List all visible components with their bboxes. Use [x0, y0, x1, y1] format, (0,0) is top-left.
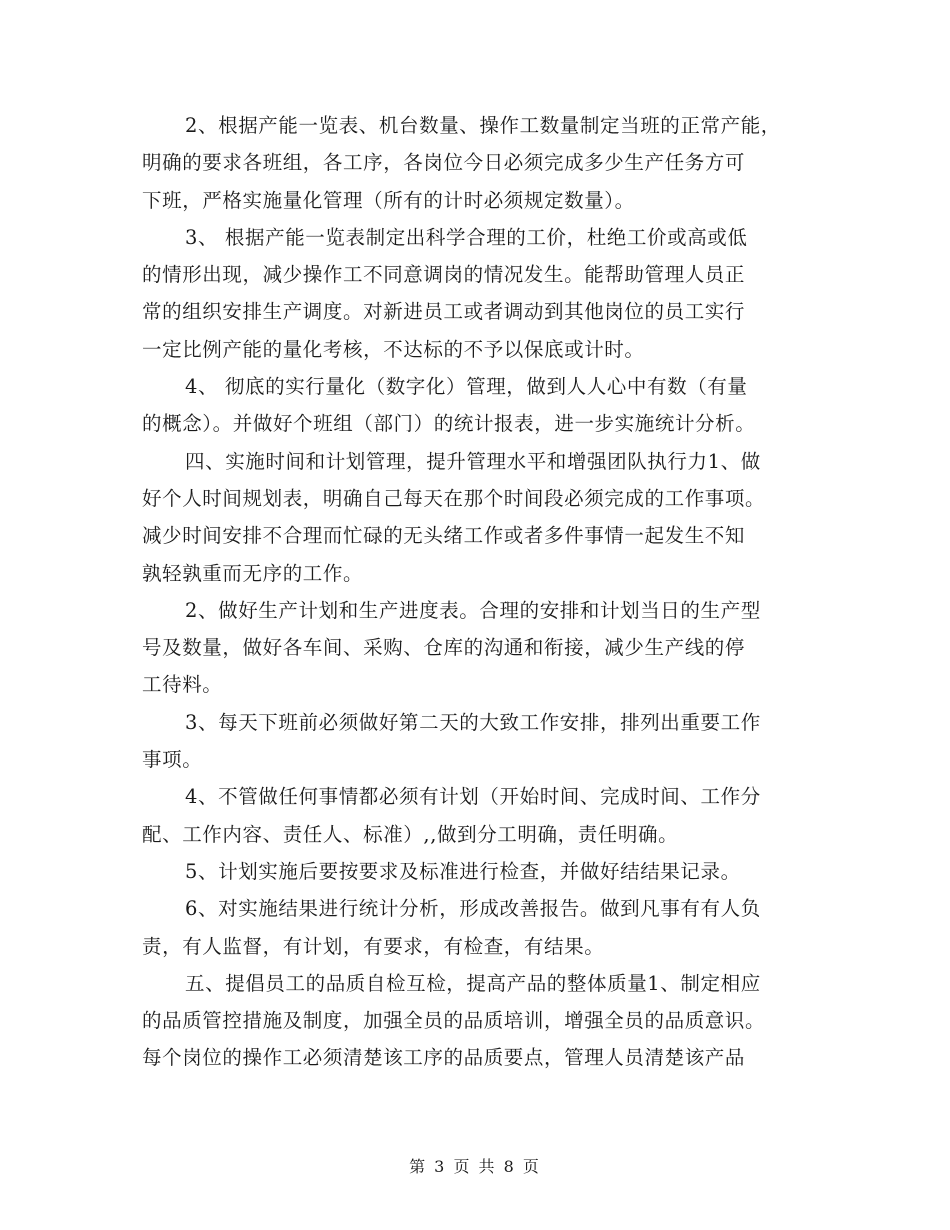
text-line: 2、做好生产计划和生产进度表。合理的安排和计划当日的生产型 — [185, 598, 761, 622]
text-line: 3、每天下班前必须做好第二天的大致工作安排，排列出重要工作 — [185, 710, 761, 734]
text-line: 明确的要求各班组，各工序，各岗位今日必须完成多少生产任务方可 — [142, 151, 746, 175]
text-line: 四、实施时间和计划管理，提升管理水平和增强团队执行力1、做 — [185, 449, 761, 473]
text-line: 的情形出现，减少操作工不同意调岗的情况发生。能帮助管理人员正 — [142, 263, 746, 287]
text-line: 常的组织安排生产调度。对新进员工或者调动到其他岗位的员工实行 — [142, 300, 746, 324]
text-line: 每个岗位的操作工必须清楚该工序的品质要点，管理人员清楚该产品 — [142, 1046, 746, 1070]
text-line: 的品质管控措施及制度，加强全员的品质培训，增强全员的品质意识。 — [142, 1009, 766, 1033]
text-line: 好个人时间规划表，明确自己每天在那个时间段必须完成的工作事项。 — [142, 486, 766, 510]
text-line: 的概念）。并做好个班组（部门）的统计报表，进一步实施统计分析。 — [142, 412, 756, 436]
text-line: 号及数量，做好各车间、采购、仓库的沟通和衔接，减少生产线的停 — [142, 636, 746, 660]
text-line: 工待料。 — [142, 673, 223, 697]
text-line: 4、 彻底的实行量化（数字化）管理，做到人人心中有数（有量 — [185, 375, 748, 399]
text-line: 一定比例产能的量化考核，不达标的不予以保底或计时。 — [142, 337, 645, 361]
text-line: 孰轻孰重而无序的工作。 — [142, 561, 364, 585]
text-line: 下班，严格实施量化管理（所有的计时必须规定数量）。 — [142, 188, 635, 212]
text-line: 5、计划实施后要按要求及标准进行检查，并做好结结果记录。 — [185, 859, 741, 883]
page-number-footer: 第 3 页 共 8 页 — [409, 1157, 541, 1176]
text-line: 6、对实施结果进行统计分析，形成改善报告。做到凡事有有人负 — [185, 897, 761, 921]
text-line: 2、根据产能一览表、机台数量、操作工数量制定当班的正常产能， — [185, 114, 781, 137]
text-line: 五、提倡员工的品质自检互检，提高产品的整体质量1、制定相应 — [185, 971, 761, 995]
text-line: 4、不管做任何事情都必须有计划（开始时间、完成时间、工作分 — [185, 785, 761, 809]
document-body — [142, 107, 812, 1077]
text-line: 3、 根据产能一览表制定出科学合理的工价，杜绝工价或高或低 — [185, 225, 748, 249]
text-line: 事项。 — [142, 748, 203, 772]
text-line: 配、工作内容、责任人、标准）,,做到分工明确，责任明确。 — [142, 822, 679, 846]
text-line: 责，有人监督，有计划，有要求，有检查，有结果。 — [142, 934, 605, 958]
text-line: 减少时间安排不合理而忙碌的无头绪工作或者多件事情一起发生不知 — [142, 524, 746, 548]
